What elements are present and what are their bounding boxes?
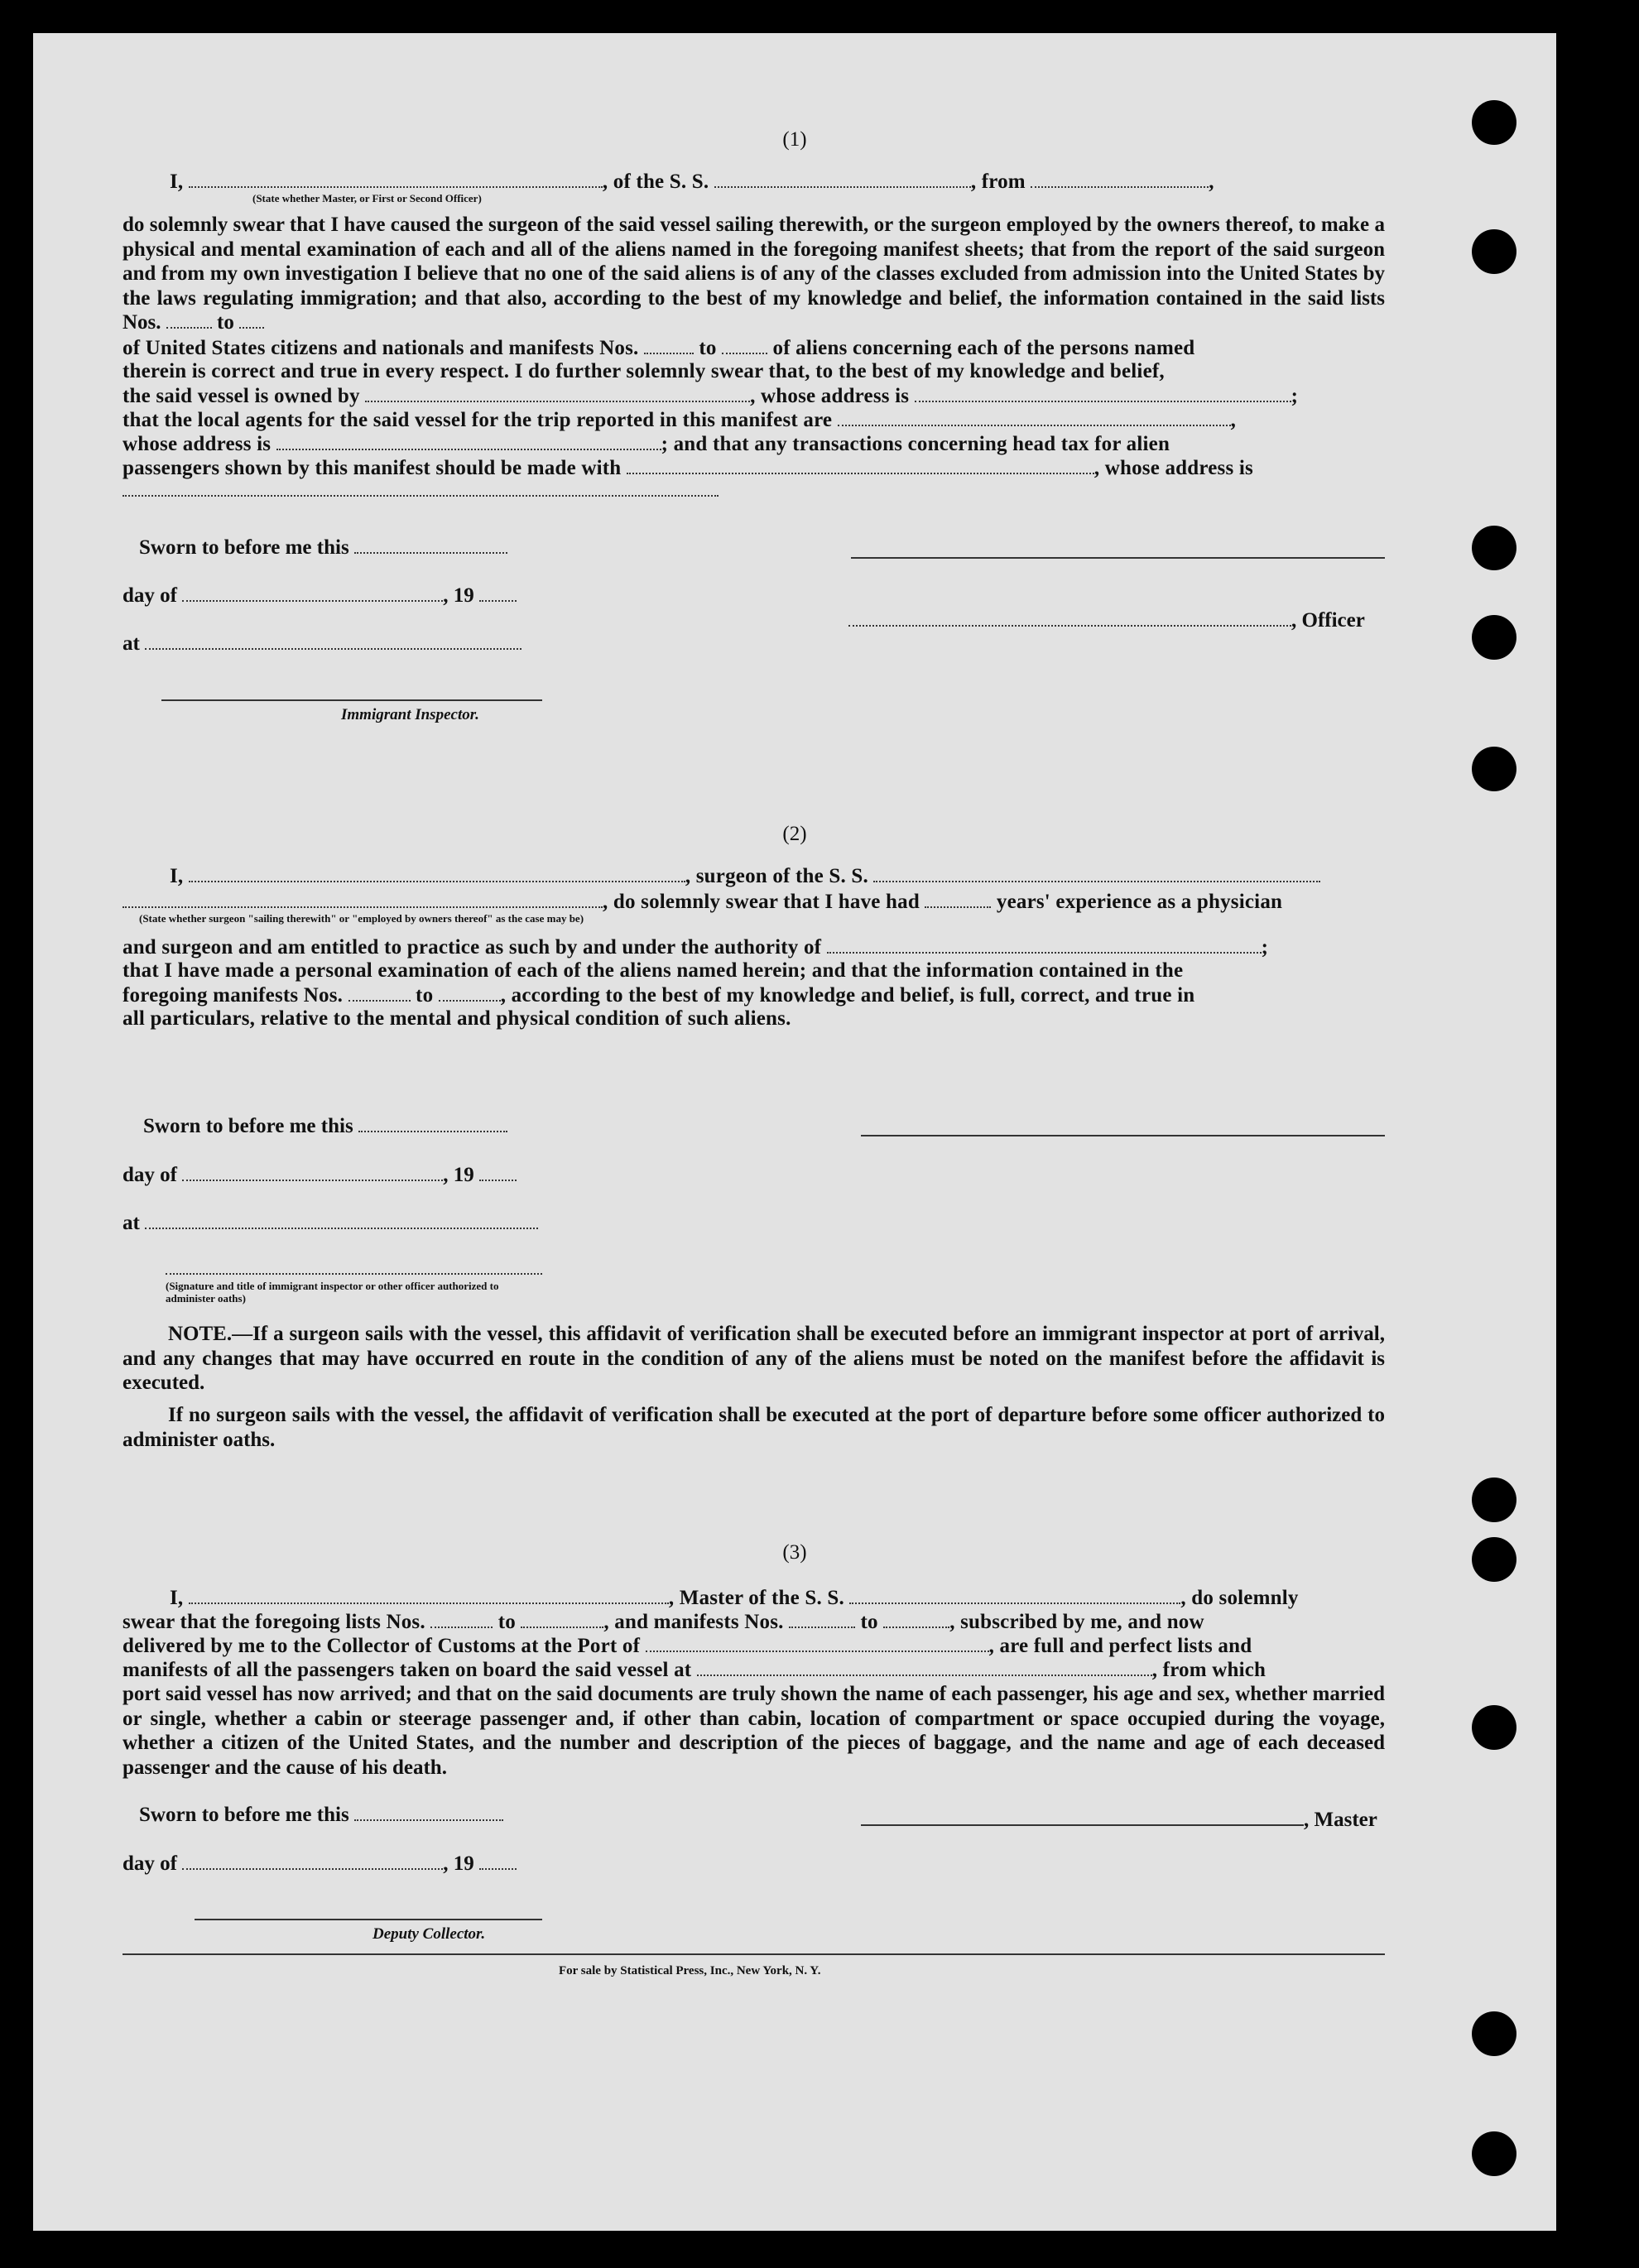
manifests-to-field[interactable] xyxy=(439,983,501,1002)
sworn-date-field[interactable] xyxy=(354,536,507,554)
examination-line: that I have made a personal examination of each of the aliens named herein; and that the information contained in the xyxy=(123,959,1184,982)
owner-address-field[interactable] xyxy=(915,384,1291,402)
authority-field[interactable] xyxy=(827,935,1262,954)
day-field[interactable] xyxy=(182,1852,443,1870)
i-label: I, xyxy=(170,1587,184,1609)
no-surgeon-paragraph: If no surgeon sails with the vessel, the affidavit of verification shall be executed at the port of departure before some officer authorized to administer oaths. xyxy=(123,1404,1385,1451)
sworn-date-field[interactable] xyxy=(358,1114,507,1132)
whose-address-label: whose address is xyxy=(123,433,272,455)
passengers-text: passengers shown by this manifest should be made with xyxy=(123,457,622,479)
to-label: to xyxy=(497,1611,516,1633)
manifests-to-field[interactable] xyxy=(883,1610,949,1628)
semicolon: ; xyxy=(1261,936,1269,959)
year-prefix: , 19 xyxy=(443,1852,474,1875)
us-citizens-text: of United States citizens and nationals and manifests Nos. xyxy=(123,337,639,359)
swear-line xyxy=(123,890,1282,914)
section-3-first-line xyxy=(170,1586,1299,1610)
sworn-label xyxy=(139,536,507,560)
manifests-from-field[interactable] xyxy=(644,336,694,354)
manifests-all-line xyxy=(123,1658,1266,1682)
owned-by-line xyxy=(123,384,1298,408)
therein-line: therein is correct and true in every respect. I do further solemnly swear that, to the best of my knowledge and belief, xyxy=(123,360,1165,382)
owned-by-label: the said vessel is owned by xyxy=(123,385,360,407)
particulars-line: all particulars, relative to the mental and physical condition of such aliens. xyxy=(123,1007,791,1030)
head-tax-agent-field[interactable] xyxy=(627,456,1094,474)
footer-text: For sale by Statistical Press, Inc., New York, N. Y. xyxy=(559,1964,821,1977)
lists-from-field[interactable] xyxy=(430,1610,493,1628)
authority-text: and surgeon and am entitled to practice as such by and under the authority of xyxy=(123,936,822,959)
inspector-signature-line[interactable] xyxy=(166,1273,542,1275)
agents-address-field[interactable] xyxy=(276,432,661,450)
subscribed-text: , subscribed by me, and now xyxy=(949,1611,1204,1633)
from-label: , from xyxy=(970,171,1026,193)
head-tax-address-field[interactable] xyxy=(123,478,719,497)
to-label: to xyxy=(699,337,717,359)
section-1-body-text: do solemnly swear that I have caused the surgeon of the said vessel sailing therewith, or the surgeon employed by the owners thereof, to make a physical and mental examination of each and all of the aliens named in the foregoing manifest sheets; that from the report of the said surgeon and from my own investigation I believe that no one of the said aliens is of any of the classes excluded from admission into the United States by the laws regulating immigration; and that also, according to the best of my knowledge and belief, the information contained in the said lists Nos. xyxy=(123,214,1385,334)
whose-address-label: , whose address is xyxy=(750,385,910,407)
inspector-signature-line[interactable] xyxy=(161,699,542,701)
vessel-name-field[interactable] xyxy=(714,170,971,188)
and-manifests-text: , and manifests Nos. xyxy=(603,1611,784,1633)
section-3-body: port said vessel has now arrived; and that on the said documents are truly shown the name of each passenger, his age and sex, whether married or single, whether a cabin or steerage passenger and, if other than cabin, location of compartment or space occupied during the voyage, whether a citizen of the United States, and the number and description of the pieces of baggage, and the name and age of each deceased passenger and the cause of his death. xyxy=(123,1683,1385,1779)
surgeon-note: (State whether surgeon "sailing therewith" or "employed by owners thereof" as the case may be) xyxy=(139,912,584,925)
are-full-text: , are full and perfect lists and xyxy=(988,1635,1252,1657)
of-ss-label: , of the S. S. xyxy=(602,171,709,193)
day-of-label xyxy=(123,1163,517,1187)
punch-hole xyxy=(1472,229,1516,274)
day-of-label xyxy=(123,1852,517,1876)
delivered-line xyxy=(123,1634,1252,1658)
surgeon-note-paragraph xyxy=(123,1322,1385,1396)
signature-line[interactable] xyxy=(851,557,1385,559)
from-which-text: , from which xyxy=(1151,1659,1266,1681)
delivered-text: delivered by me to the Collector of Customs at the Port of xyxy=(123,1635,641,1657)
officer-note: (State whether Master, or First or Second Officer) xyxy=(252,192,482,204)
master-signature-field[interactable] xyxy=(861,1808,1304,1826)
us-citizens-line xyxy=(123,336,1194,360)
swear-lists-text: swear that the foregoing lists Nos. xyxy=(123,1611,425,1633)
manifests-from-field[interactable] xyxy=(348,983,411,1002)
local-agents-line xyxy=(123,408,1236,432)
officer-label: , Officer xyxy=(1291,609,1365,632)
day-of-text: day of xyxy=(123,1164,177,1186)
vessel-name-field[interactable] xyxy=(849,1586,1180,1604)
i-label: I, xyxy=(170,171,184,193)
lists-to-field[interactable] xyxy=(239,310,264,329)
punch-hole xyxy=(1472,2131,1516,2176)
address-blank-line xyxy=(123,478,719,502)
signature-line[interactable] xyxy=(861,1135,1385,1136)
local-agents-field[interactable] xyxy=(838,408,1231,426)
year-prefix: , 19 xyxy=(443,1164,474,1186)
day-of-text: day of xyxy=(123,584,177,607)
head-tax-text: ; and that any transactions concerning head tax for alien xyxy=(661,433,1170,455)
semicolon: ; xyxy=(1291,385,1299,407)
comma: , xyxy=(1209,171,1214,193)
master-line xyxy=(861,1808,1377,1832)
surgeon-name-field[interactable] xyxy=(189,864,685,882)
to-label: to xyxy=(860,1611,878,1633)
manifests-to-field[interactable] xyxy=(722,336,767,354)
lists-to-field[interactable] xyxy=(521,1610,603,1628)
agents-address-line xyxy=(123,432,1170,456)
surgeon-type-field[interactable] xyxy=(123,890,603,908)
at-label xyxy=(123,1211,538,1235)
at-text: at xyxy=(123,632,140,655)
section-2-first-line xyxy=(170,864,1320,888)
years-field[interactable] xyxy=(925,890,991,908)
sworn-text: Sworn to before me this xyxy=(143,1115,353,1137)
swear-had-text: , do solemnly swear that I have had xyxy=(603,891,920,913)
year-prefix: , 19 xyxy=(443,584,474,607)
note-text: —If a surgeon sails with the vessel, this affidavit of verification shall be executed before an immigrant inspector at port of arrival, and any changes that may have occurred en route in the condition of any of the aliens must be noted on the manifest before the affidavit is executed. xyxy=(123,1323,1385,1394)
officer-name-field[interactable] xyxy=(189,170,603,188)
years-text: years' experience as a physician xyxy=(996,891,1283,913)
to-label: to xyxy=(416,984,434,1007)
sworn-label xyxy=(139,1803,503,1827)
day-of-text: day of xyxy=(123,1852,177,1875)
from-port-field[interactable] xyxy=(1031,170,1209,188)
section-3-number: (3) xyxy=(782,1541,807,1564)
officer-signature-field[interactable] xyxy=(848,608,1291,627)
punch-hole xyxy=(1472,1478,1516,1522)
note-label: NOTE. xyxy=(168,1323,233,1345)
year-field[interactable] xyxy=(479,584,517,602)
at-place-field[interactable] xyxy=(145,632,522,650)
lists-from-field[interactable] xyxy=(166,310,212,329)
manifests-from-field[interactable] xyxy=(789,1610,855,1628)
manifests-all-text: manifests of all the passengers taken on board the said vessel at xyxy=(123,1659,692,1681)
authority-line xyxy=(123,935,1268,959)
sworn-date-field[interactable] xyxy=(354,1803,503,1821)
section-1-number: (1) xyxy=(782,128,807,151)
collector-caption: Deputy Collector. xyxy=(372,1925,486,1943)
section-1-first-line xyxy=(170,170,1214,194)
master-of-label: , Master of the S. S. xyxy=(668,1587,844,1609)
signature-note: (Signature and title of immigrant inspector or other officer authorized to administer oaths) xyxy=(166,1280,499,1305)
collector-signature-line[interactable] xyxy=(195,1919,542,1920)
embark-port-field[interactable] xyxy=(697,1658,1152,1676)
sworn-text: Sworn to before me this xyxy=(139,1804,349,1826)
foregoing-text: foregoing manifests Nos. xyxy=(123,984,344,1007)
punch-hole xyxy=(1472,615,1516,660)
master-label: , Master xyxy=(1304,1809,1377,1831)
master-name-field[interactable] xyxy=(189,1586,669,1604)
day-field[interactable] xyxy=(182,1163,443,1181)
port-field[interactable] xyxy=(646,1634,989,1652)
to-label: to xyxy=(217,311,234,334)
document-page xyxy=(33,33,1556,2231)
section-2-number: (2) xyxy=(782,823,807,845)
swear-lists-line xyxy=(123,1610,1204,1634)
whose-address-label: , whose address is xyxy=(1093,457,1253,479)
comma: , xyxy=(1230,409,1237,431)
foregoing-line xyxy=(123,983,1194,1007)
punch-hole xyxy=(1472,1705,1516,1750)
at-place-field[interactable] xyxy=(145,1211,538,1229)
section-1-body xyxy=(123,213,1385,335)
punch-hole xyxy=(1472,526,1516,570)
i-label: I, xyxy=(170,865,184,887)
do-solemnly-text: , do solemnly xyxy=(1180,1587,1299,1609)
officer-line xyxy=(848,608,1365,632)
vessel-name-field[interactable] xyxy=(873,864,1320,882)
day-field[interactable] xyxy=(182,584,443,602)
footer-rule xyxy=(123,1953,1385,1955)
punch-hole xyxy=(1472,2011,1516,2056)
inspector-caption: Immigrant Inspector. xyxy=(341,706,479,723)
punch-hole xyxy=(1472,747,1516,791)
of-aliens-text: of aliens concerning each of the persons named xyxy=(772,337,1195,359)
sworn-text: Sworn to before me this xyxy=(139,536,349,559)
passengers-line xyxy=(123,456,1253,480)
surgeon-of-label: , surgeon of the S. S. xyxy=(685,865,868,887)
day-of-label xyxy=(123,584,517,608)
owner-field[interactable] xyxy=(365,384,750,402)
at-label xyxy=(123,632,522,656)
sworn-label xyxy=(143,1114,507,1138)
year-field[interactable] xyxy=(479,1163,517,1181)
year-field[interactable] xyxy=(479,1852,517,1870)
local-agents-label: that the local agents for the said vessel for the trip reported in this manifest are xyxy=(123,409,833,431)
at-text: at xyxy=(123,1212,140,1234)
according-text: , according to the best of my knowledge and belief, is full, correct, and true in xyxy=(500,984,1195,1007)
